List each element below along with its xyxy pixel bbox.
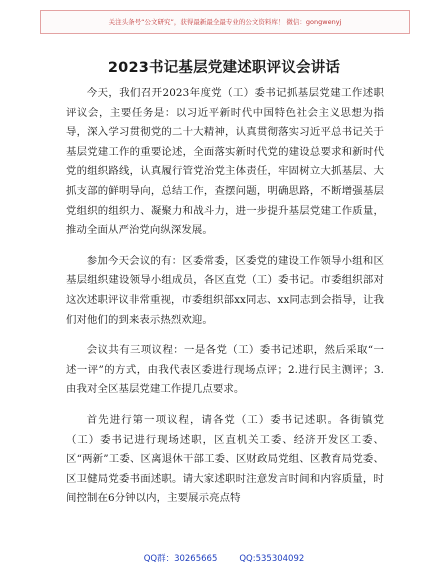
footer-qq: QQ:535304092 <box>239 554 305 564</box>
footer-contacts <box>0 552 448 564</box>
document-title: 2023书记基层党建述职评议会讲话 <box>107 60 341 76</box>
paragraph-first-item: 首先进行第一项议程，请各党（工）委书记述职。各街镇党（工）委书记进行现场述职，区直机关工委、经济开发区工委、区“两新”工委、区离退休干部工委、区财政局党组、区教育局党委、区卫健局党委书面述职。请大家述职时注意发言时间和内容质量，时间控制在6分钟以内，主要展示亮点特 <box>66 413 384 505</box>
paragraph-opening: 今天，我们召开2023年度党（工）委书记抓基层党建工作述职评议会，主要任务是：以习近平新时代中国特色社会主义思想为指导，深入学习贯彻党的二十大精神，认真贯彻落实习近平总书记关于基层党建工作的重要论述，全面落实新时代党的建设总要求和新时代党的组织路线，认真履行管党治党主体责任，牢固树立大抓基层、大抓支部的鲜明导向，总结工作，查摆问题，明确思路，不断增强基层党组织的组织力、凝聚力和战斗力，进一步提升基层党建工作质量，推动全面从严治党向纵深发展。 <box>66 87 384 237</box>
document-body <box>66 84 384 520</box>
paragraph-attendees: 参加今天会议的有：区委常委，区委党的建设工作领导小组和区基层组织建设领导小组成员，各区直党（工）委书记。市委组织部对这次述职评议非常重视，市委组织部xx同志、xx同志到会指导，让我们对他们的到来表示热烈欢迎。 <box>66 254 384 326</box>
paragraph-agenda: 会议共有三项议程：一是各党（工）委书记述职，然后采取“一述一评”的方式，由我代表区委进行现场点评；2.进行民主测评；3.由我对全区基层党建工作提几点要求。 <box>66 344 384 396</box>
footer-qq-group: QQ群：30265665 <box>143 554 218 564</box>
promo-banner: 关注头条号“公文研究”，获得最新最全最专业的公文资料库！ 微信：gongwenyj <box>40 10 410 34</box>
